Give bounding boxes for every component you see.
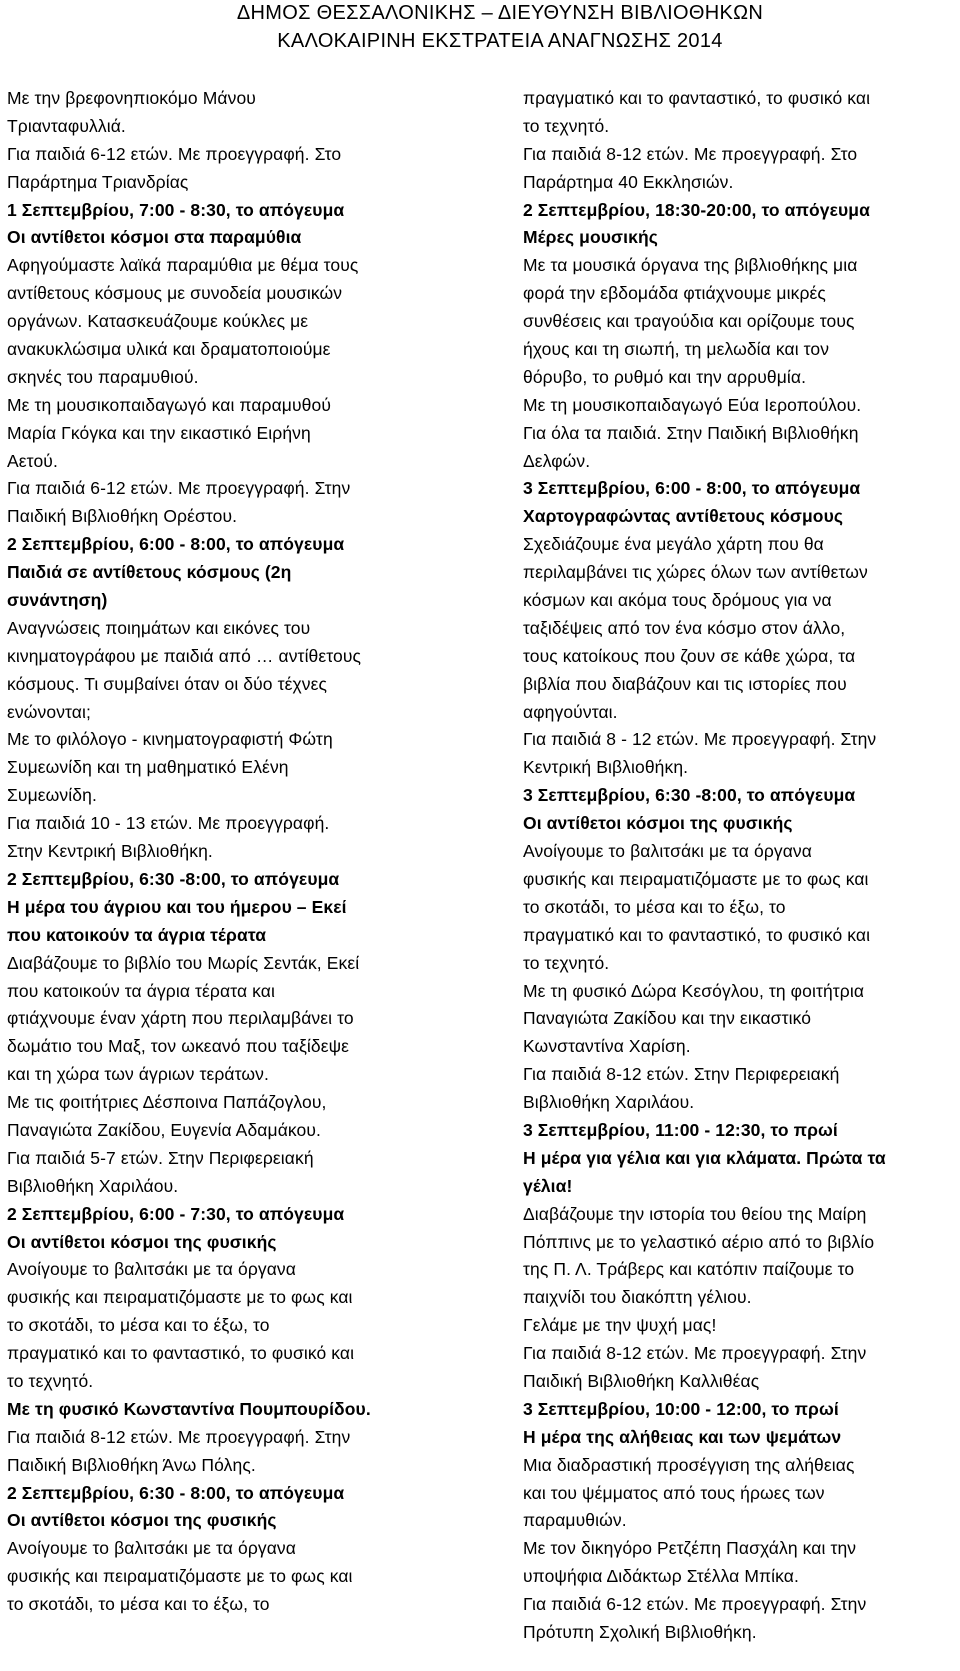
event-heading-line: Οι αντίθετοι κόσμοι της φυσικής — [7, 1510, 277, 1531]
text-line: Στην Κεντρική Βιβλιοθήκη. — [7, 841, 213, 862]
text-line: Παράρτημα 40 Εκκλησιών. — [523, 171, 734, 192]
event-heading-line: Παιδιά σε αντίθετους κόσμους (2η — [7, 562, 292, 583]
text-line: Κεντρική Βιβλιοθήκη. — [523, 757, 689, 778]
text-line: βιβλία που διαβάζουν και τις ιστορίες που — [523, 673, 847, 694]
text-line: και του ψέμματος από τους ήρωες των — [523, 1482, 825, 1503]
event-heading-line: Οι αντίθετοι κόσμοι στα παραμύθια — [7, 227, 302, 248]
text-line: πραγματικό και το φανταστικό, το φυσικό και — [523, 924, 871, 945]
text-line: Συμεωνίδη και τη μαθηματικό Ελένη — [7, 757, 289, 778]
text-line: Πρότυπη Σχολική Βιβλιοθήκη. — [523, 1621, 757, 1642]
text-line: Για παιδιά 8-12 ετών. Με προεγγραφή. Στην — [7, 1426, 351, 1447]
text-line: Βιβλιοθήκη Χαριλάου. — [7, 1175, 179, 1196]
text-line: φυσικής και πειραματιζόμαστε με το φως και — [7, 1566, 353, 1587]
text-line: Αναγνώσεις ποιημάτων και εικόνες του — [7, 617, 311, 638]
event-heading-line: Η μέρα του άγριου και του ήμερου – Εκεί — [7, 896, 347, 917]
text-line: και τη χώρα των άγριων τεράτων. — [7, 1064, 269, 1085]
text-line: Με τον δικηγόρο Ρετζέπη Πασχάλη και την — [523, 1538, 857, 1559]
text-line: Παιδική Βιβλιοθήκη Άνω Πόλης. — [7, 1454, 256, 1475]
text-line: Ανοίγουμε το βαλιτσάκι με τα όργανα — [7, 1259, 297, 1280]
event-heading-line: 3 Σεπτεμβρίου, 6:00 - 8:00, το απόγευμα — [523, 478, 861, 499]
text-line: Για παιδιά 6-12 ετών. Με προεγγραφή. Στην — [7, 478, 351, 499]
text-line: Με τη φυσικό Δώρα Κεσόγλου, τη φοιτήτρια — [523, 980, 865, 1001]
text-line: Για παιδιά 8 - 12 ετών. Με προεγγραφή. Στην — [523, 729, 877, 750]
text-line: ενώνονται; — [7, 701, 91, 722]
event-heading-line: 2 Σεπτεμβρίου, 6:00 - 7:30, το απόγευμα — [7, 1203, 345, 1224]
text-line: κόσμους. Τι συμβαίνει όταν οι δύο τέχνες — [7, 673, 328, 694]
text-line: Ανοίγουμε το βαλιτσάκι με τα όργανα — [7, 1538, 297, 1559]
text-line: Για παιδιά 6-12 ετών. Με προεγγραφή. Στην — [523, 1594, 867, 1615]
event-heading-line: Οι αντίθετοι κόσμοι της φυσικής — [523, 813, 793, 834]
text-line: Για παιδιά 8-12 ετών. Στην Περιφερειακή — [523, 1064, 840, 1085]
text-line: δωμάτιο του Μαξ, τον ωκεανό που ταξίδεψε — [7, 1036, 350, 1057]
text-line: θόρυβο, το ρυθμό και την αρρυθμία. — [523, 366, 807, 387]
event-heading-line: Οι αντίθετοι κόσμοι της φυσικής — [7, 1231, 277, 1252]
text-line: Διαβάζουμε την ιστορία του θείου της Μαίρη — [523, 1203, 867, 1224]
text-line: οργάνων. Κατασκευάζουμε κούκλες με — [7, 311, 309, 332]
text-line: Ανοίγουμε το βαλιτσάκι με τα όργανα — [523, 841, 813, 862]
text-line: Μαρία Γκόγκα και την εικαστικό Ειρήνη — [7, 422, 311, 443]
text-line: Με τη μουσικοπαιδαγωγό Εύα Ιεροπούλου. — [523, 394, 862, 415]
text-line: ταξιδέψεις από τον ένα κόσμο στον άλλο, — [523, 617, 846, 638]
text-line: Σχεδιάζουμε ένα μεγάλο χάρτη που θα — [523, 534, 824, 555]
text-line: Μια διαδραστική προσέγγιση της αλήθειας — [523, 1454, 855, 1475]
text-line: Με τα μουσικά όργανα της βιβλιοθήκης μια — [523, 255, 858, 276]
text-line: αντίθετους κόσμους με συνοδεία μουσικών — [7, 283, 343, 304]
event-heading-line: Χαρτογραφώντας αντίθετους κόσμους — [523, 506, 844, 527]
text-line: Με τις φοιτήτριες Δέσποινα Παπάζογλου, — [7, 1092, 327, 1113]
text-line: Παράρτημα Τριανδρίας — [7, 171, 189, 192]
text-line: περιλαμβάνει τις χώρες όλων των αντίθετων — [523, 562, 868, 583]
text-line: Με την βρεφονηπιοκόμο Μάνου — [7, 88, 256, 108]
text-line: της Π. Λ. Τράβερς και κατόπιν παίζουμε το — [523, 1259, 855, 1280]
text-line: Συμεωνίδη. — [7, 785, 97, 806]
text-line: Πόππινς με το γελαστικό αέριο από το βιβλίο — [523, 1231, 875, 1252]
header-subtitle: ΚΑΛΟΚΑΙΡΙΝΗ ΕΚΣΤΡΑΤΕΙΑ ΑΝΑΓΝΩΣΗΣ 2014 — [277, 30, 723, 52]
text-line: το τεχνητό. — [523, 115, 610, 136]
event-heading-line: 3 Σεπτεμβρίου, 6:30 -8:00, το απόγευμα — [523, 785, 856, 806]
text-line: ανακυκλώσιμα υλικά και δραματοποιούμε — [7, 339, 331, 360]
text-line: Δελφών. — [523, 450, 591, 471]
text-line: Παναγιώτα Ζακίδου, Ευγενία Αδαμάκου. — [7, 1119, 322, 1140]
text-line: παιχνίδι του διακόπτη γέλιου. — [523, 1287, 752, 1308]
text-line: σκηνές του παραμυθιού. — [7, 366, 199, 387]
text-line: Με το φιλόλογο - κινηματογραφιστή Φώτη — [7, 729, 333, 750]
event-heading-line: Η μέρα της αλήθειας και των ψεμάτων — [523, 1426, 842, 1447]
text-line: Για παιδιά 8-12 ετών. Με προεγγραφή. Στην — [523, 1343, 867, 1364]
event-heading-line: 2 Σεπτεμβρίου, 6:30 -8:00, το απόγευμα — [7, 868, 340, 889]
event-heading-line: γέλια! — [523, 1175, 573, 1196]
text-line: Με τη μουσικοπαιδαγωγό και παραμυθού — [7, 394, 332, 415]
text-line: Για όλα τα παιδιά. Στην Παιδική Βιβλιοθήκη — [523, 422, 859, 443]
text-line: το τεχνητό. — [523, 952, 610, 973]
event-heading-line: 3 Σεπτεμβρίου, 10:00 - 12:00, το πρωί — [523, 1398, 839, 1419]
text-line: υποψήφια Διδάκτωρ Στέλλα Μπίκα. — [523, 1566, 799, 1587]
text-line: ήχους και τη σιωπή, τη μελωδία και τον — [523, 339, 830, 360]
text-line: φυσικής και πειραματιζόμαστε με το φως και — [7, 1287, 353, 1308]
text-line: πραγματικό και το φανταστικό, το φυσικό και — [523, 88, 871, 108]
event-heading-line: που κατοικούν τα άγρια τέρατα — [7, 924, 267, 945]
text-line: Βιβλιοθήκη Χαριλάου. — [523, 1092, 695, 1113]
text-line: Για παιδιά 8-12 ετών. Με προεγγραφή. Στο — [523, 143, 858, 164]
text-line: Παιδική Βιβλιοθήκη Ορέστου. — [7, 506, 238, 527]
text-line: το σκοτάδι, το μέσα και το έξω, το — [7, 1594, 270, 1615]
text-line: Παναγιώτα Ζακίδου και την εικαστικό — [523, 1008, 812, 1029]
text-line: Αετού. — [7, 450, 58, 471]
event-heading-line: Με τη φυσικό Κωνσταντίνα Πουμπουρίδου. — [7, 1398, 371, 1419]
event-heading-line: 2 Σεπτεμβρίου, 18:30-20:00, το απόγευμα — [523, 199, 870, 220]
text-line: Διαβάζουμε το βιβλίο του Μωρίς Σεντάκ, Εκεί — [7, 952, 360, 973]
event-heading-line: 2 Σεπτεμβρίου, 6:30 - 8:00, το απόγευμα — [7, 1482, 345, 1503]
text-line: φυσικής και πειραματιζόμαστε με το φως και — [523, 868, 869, 889]
event-heading-line: 3 Σεπτεμβρίου, 11:00 - 12:30, το πρωί — [523, 1119, 838, 1140]
left-column — [7, 85, 447, 1619]
text-line: το σκοτάδι, το μέσα και το έξω, το — [523, 896, 786, 917]
right-column — [523, 85, 960, 1647]
text-line: φτιάχνουμε έναν χάρτη που περιλαμβάνει το — [7, 1008, 354, 1029]
text-line: Κωνσταντίνα Χαρίση. — [523, 1036, 691, 1057]
text-line: Για παιδιά 6-12 ετών. Με προεγγραφή. Στο — [7, 143, 342, 164]
text-line: κινηματογράφου με παιδιά από … αντίθετους — [7, 645, 362, 666]
text-line: το σκοτάδι, το μέσα και το έξω, το — [7, 1315, 270, 1336]
event-heading-line: Η μέρα για γέλια και για κλάματα. Πρώτα τα — [523, 1147, 886, 1168]
text-line: Τριανταφυλλιά. — [7, 115, 126, 136]
event-heading-line: 1 Σεπτεμβρίου, 7:00 - 8:30, το απόγευμα — [7, 199, 345, 220]
event-heading-line: Μέρες μουσικής — [523, 227, 658, 248]
text-line: Γελάμε με την ψυχή μας! — [523, 1315, 717, 1336]
text-line: τους κατοίκους που ζουν σε κάθε χώρα, τα — [523, 645, 856, 666]
text-line: Αφηγούμαστε λαϊκά παραμύθια με θέμα τους — [7, 255, 359, 276]
text-line: το τεχνητό. — [7, 1370, 94, 1391]
text-line: Για παιδιά 10 - 13 ετών. Με προεγγραφή. — [7, 813, 330, 834]
event-heading-line: συνάντηση) — [7, 590, 108, 611]
text-line: κόσμων και ακόμα τους δρόμους για να — [523, 590, 832, 611]
header-title: ΔΗΜΟΣ ΘΕΣΣΑΛΟΝΙΚΗΣ – ΔΙΕΥΘΥΝΣΗ ΒΙΒΛΙΟΘΗΚΩΝ — [236, 2, 764, 24]
text-line: φορά την εβδομάδα φτιάχνουμε μικρές — [523, 283, 826, 304]
text-line: παραμυθιών. — [523, 1510, 627, 1531]
text-line: αφηγούνται. — [523, 701, 618, 722]
text-line: Για παιδιά 5-7 ετών. Στην Περιφερειακή — [7, 1147, 314, 1168]
text-line: συνθέσεις και τραγούδια και ορίζουμε τους — [523, 311, 855, 332]
text-line: που κατοικούν τα άγρια τέρατα και — [7, 980, 275, 1001]
event-heading-line: 2 Σεπτεμβρίου, 6:00 - 8:00, το απόγευμα — [7, 534, 345, 555]
text-line: Παιδική Βιβλιοθήκη Καλλιθέας — [523, 1370, 760, 1391]
text-line: πραγματικό και το φανταστικό, το φυσικό και — [7, 1343, 355, 1364]
